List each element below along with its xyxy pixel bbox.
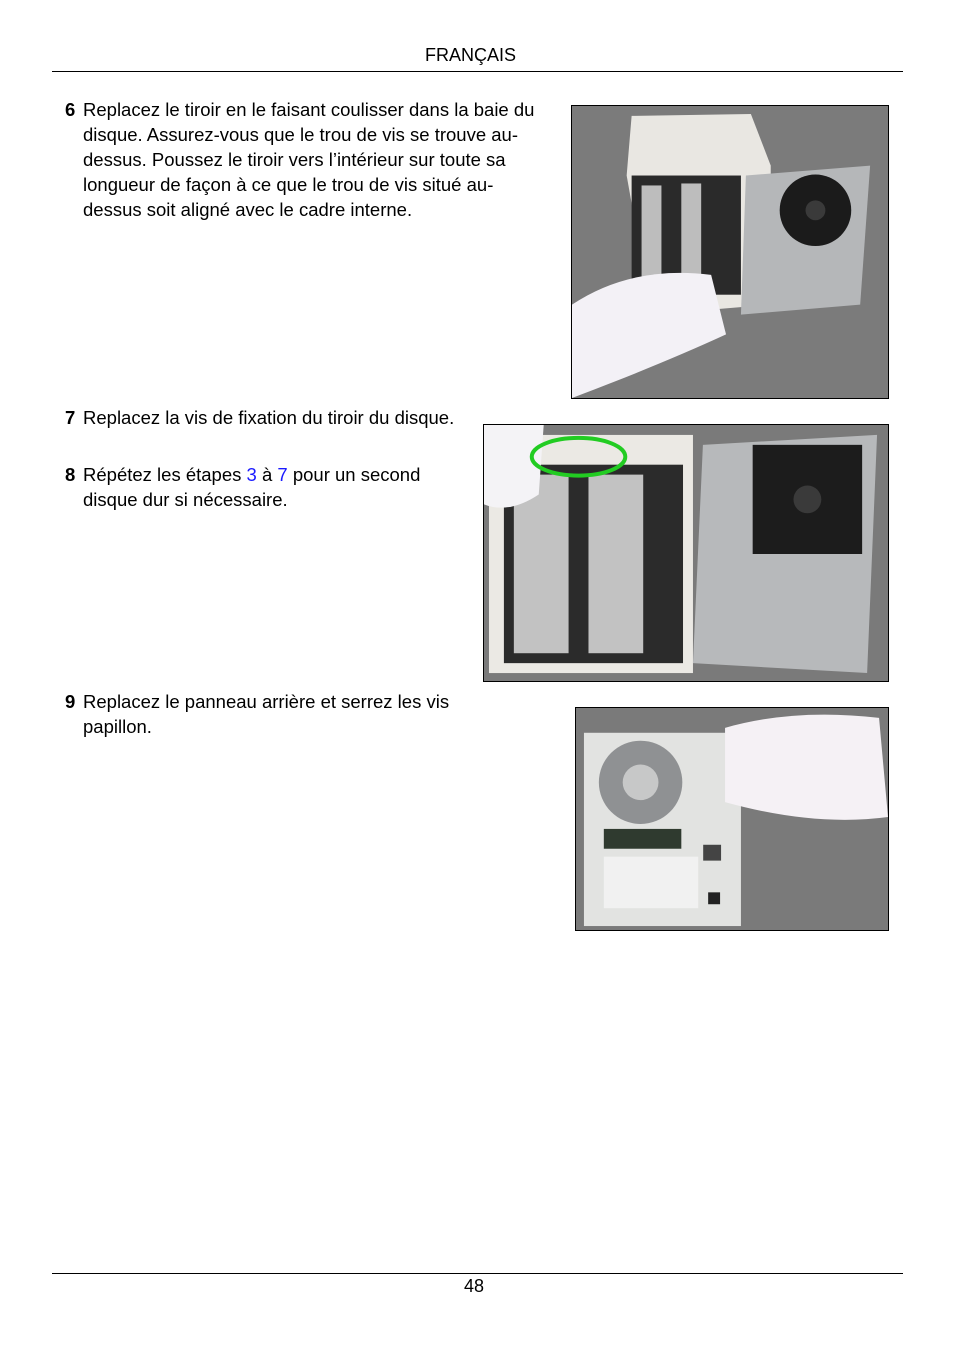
photo-drawer-insertion [571, 105, 889, 399]
photo-back-panel-image [576, 708, 888, 930]
step-text: Replacez la vis de fixation du tiroir du disque. [83, 407, 455, 428]
photo-screw-replacement-image [484, 425, 888, 681]
step-text [65, 462, 460, 512]
photo-back-panel [575, 707, 889, 931]
header-rule [52, 71, 903, 72]
step-text-mid: à [256, 464, 278, 485]
footer-rule [52, 1273, 903, 1274]
photo-screw-replacement [483, 424, 889, 682]
page-number: 48 [464, 1276, 485, 1296]
step-text-pre: Répétez les étapes [83, 464, 247, 485]
step-text: Replacez le tiroir en le faisant coulisser dans la baie du disque. Assurez-vous que le trou de vis se trouve au-dessus. Poussez le tiroir vers l’intérieur sur toute sa longueur de façon à ce que le trou de vis situé au-dessus soit aligné avec le cadre interne. [83, 99, 535, 220]
step-number: 7 [65, 407, 76, 428]
photo-drawer-insertion-image [572, 106, 888, 398]
step-6 [65, 97, 545, 222]
step-text: Replacez le panneau arrière et serrez les vis papillon. [83, 691, 450, 737]
step-link-7[interactable]: 7 [277, 464, 288, 485]
header-language: FRANÇAIS [425, 45, 517, 65]
step-number: 9 [65, 691, 76, 712]
step-8 [65, 462, 460, 512]
step-text-post: pour un second disque dur si nécessaire. [83, 464, 421, 510]
step-link-3[interactable]: 3 [246, 464, 257, 485]
step-number: 8 [65, 464, 76, 485]
step-9 [65, 689, 460, 739]
step-7 [65, 405, 460, 430]
step-number: 6 [65, 99, 76, 120]
